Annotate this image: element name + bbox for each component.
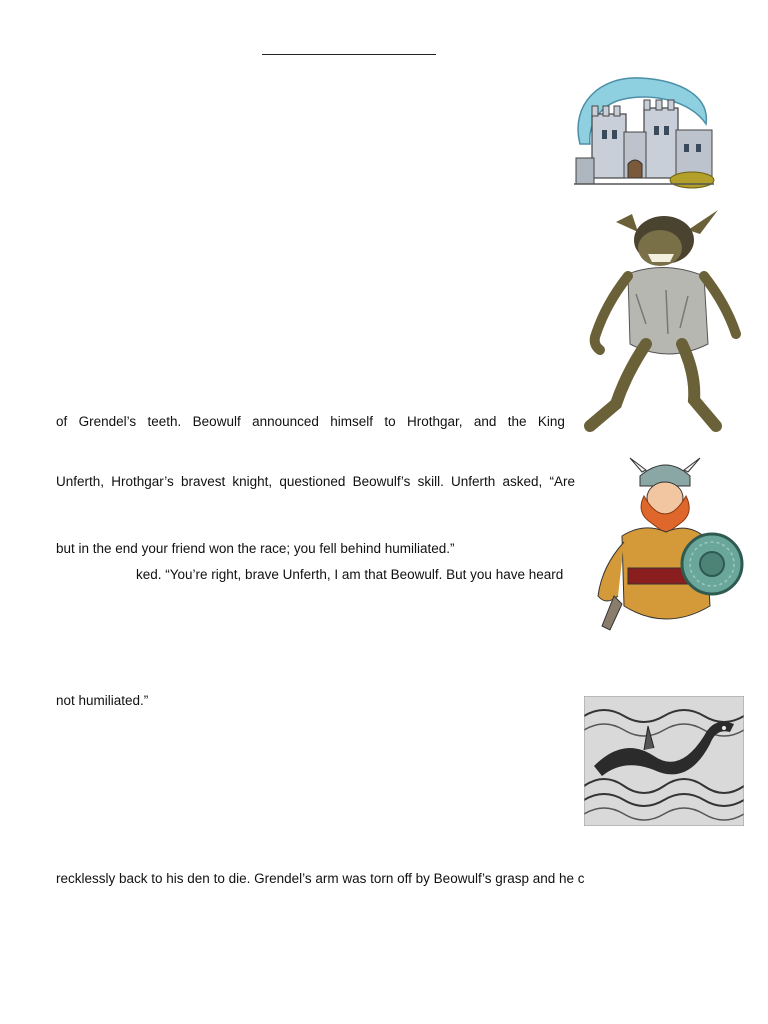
p2-word: Unferth,: [56, 474, 105, 489]
p1-word: teeth.: [147, 414, 182, 429]
p2-word: “Are: [549, 474, 575, 489]
grendel-image: [576, 204, 744, 432]
p1-word: and: [473, 414, 497, 429]
title-underline: [262, 54, 436, 55]
p2-word: Unferth: [451, 474, 496, 489]
p1-word: announced: [252, 414, 319, 429]
text-line-5: not humiliated.”: [56, 693, 149, 708]
p2-word: bravest: [180, 474, 226, 489]
p1-word: the: [507, 414, 527, 429]
p2-word: knight,: [232, 474, 273, 489]
p2-word: asked,: [502, 474, 543, 489]
p2-word: questioned: [279, 474, 346, 489]
p1-word: to: [384, 414, 396, 429]
text-line-1: [56, 414, 565, 430]
p2-word: Hrothgar’s: [111, 474, 174, 489]
p1-word: King: [537, 414, 565, 429]
p1-word: Beowulf: [192, 414, 241, 429]
text-line-6: recklessly back to his den to die. Grendel’s arm was torn off by Beowulf’s grasp and he c: [56, 871, 585, 886]
castle-image: [570, 74, 718, 190]
text-line-2: [56, 474, 575, 490]
text-line-3: but in the end your friend won the race; you fell behind humiliated.”: [56, 541, 455, 556]
p2-word: Beowulf’s: [352, 474, 411, 489]
p2-word: skill.: [417, 474, 444, 489]
sea-monster-image: [584, 696, 744, 826]
p1-word: Hrothgar,: [407, 414, 463, 429]
text-line-4: ked. “You’re right, brave Unferth, I am that Beowulf. But you have heard: [136, 567, 564, 582]
p1-word: of: [56, 414, 68, 429]
p1-word: Grendel’s: [78, 414, 137, 429]
p1-word: himself: [330, 414, 374, 429]
beowulf-image: [584, 456, 746, 634]
